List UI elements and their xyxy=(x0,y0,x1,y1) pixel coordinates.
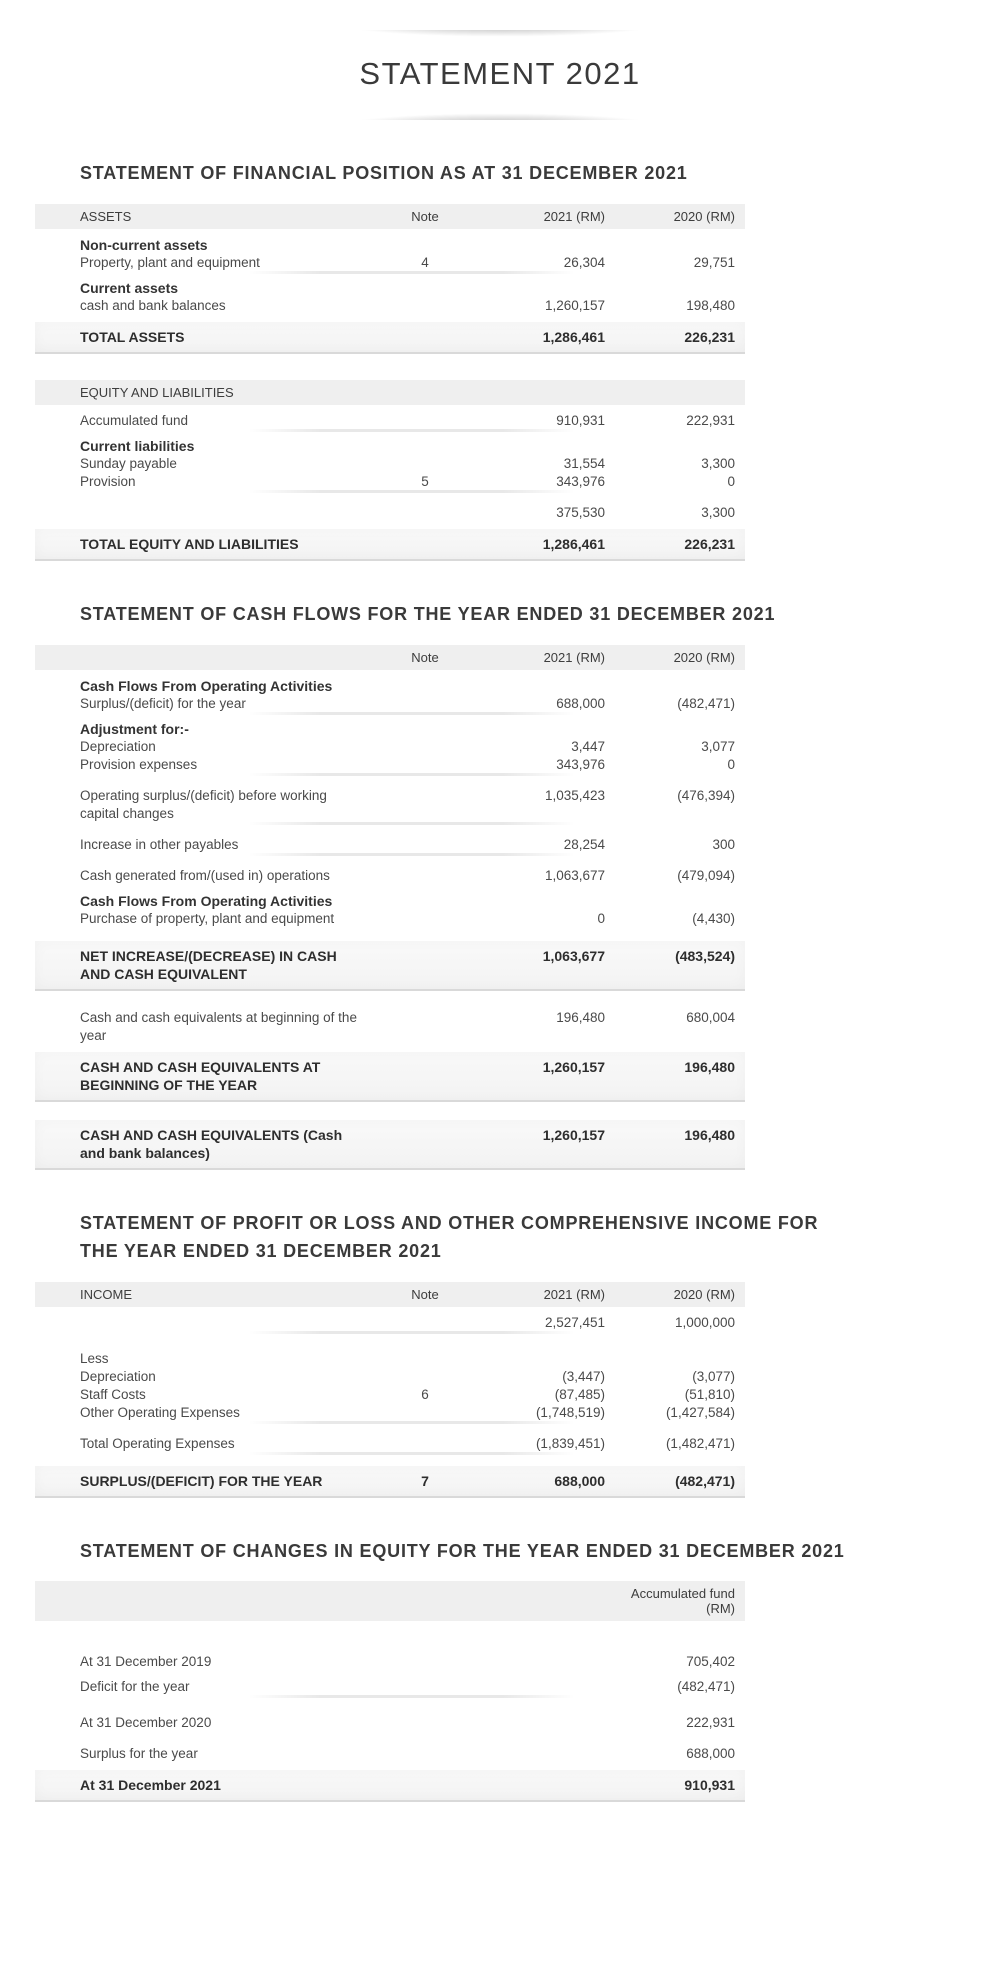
table-row xyxy=(35,529,745,561)
section-cash-flows xyxy=(0,601,1000,1170)
table-row xyxy=(35,738,745,756)
page-title: STATEMENT 2021 xyxy=(359,56,641,91)
row-value-2021: 2,527,451 xyxy=(544,1314,605,1330)
title-banner xyxy=(240,30,760,120)
row-value-2021: 0 xyxy=(597,910,605,926)
row-value-2020: (482,471) xyxy=(675,1472,735,1489)
table-row xyxy=(35,695,745,713)
row-value-2021: 1,260,157 xyxy=(542,1058,605,1075)
row-value-2020: (476,394) xyxy=(677,787,735,803)
table-header-row xyxy=(35,1581,745,1621)
row-value-2020: (482,471) xyxy=(677,695,735,711)
row-value-2021: 1,063,677 xyxy=(544,867,605,883)
row-value-2021: 1,286,461 xyxy=(542,328,605,345)
table-row xyxy=(35,1435,745,1453)
row-label: TOTAL EQUITY AND LIABILITIES xyxy=(80,535,299,552)
row-value-2020: (1,427,584) xyxy=(665,1404,735,1420)
row-value-2020: 910,931 xyxy=(684,1777,735,1794)
table-row xyxy=(35,867,745,885)
row-label: Surplus for the year xyxy=(80,1746,198,1762)
row-note: 5 xyxy=(421,473,429,489)
statement-table xyxy=(35,645,745,1170)
row-value-2020: 222,931 xyxy=(686,1715,735,1731)
column-header-2021: 2021 (RM) xyxy=(543,1286,605,1302)
row-value-2021: 26,304 xyxy=(563,254,605,270)
row-note: 4 xyxy=(421,254,429,270)
table-row xyxy=(35,756,745,774)
row-value-2021: 1,260,157 xyxy=(544,297,605,313)
row-label: Property, plant and equipment xyxy=(80,254,260,270)
table-row xyxy=(35,787,745,823)
row-value-2020: 0 xyxy=(727,473,735,489)
row-label: Increase in other payables xyxy=(80,836,239,852)
row-label: SURPLUS/(DEFICIT) FOR THE YEAR xyxy=(80,1472,323,1489)
table-row xyxy=(35,1368,745,1386)
row-label: Provision expenses xyxy=(80,756,198,772)
row-value-2020: 0 xyxy=(727,756,735,772)
table-row xyxy=(35,1052,745,1102)
statement-table xyxy=(35,1282,745,1498)
row-value-2021: 375,530 xyxy=(556,504,605,520)
row-value-2020: 3,300 xyxy=(701,455,735,471)
row-label: Purchase of property, plant and equipment xyxy=(80,910,335,926)
section-heading: STATEMENT OF FINANCIAL POSITION AS AT 31 DECEMBER 2021 xyxy=(80,163,688,183)
section-changes-in-equity xyxy=(0,1538,1000,1803)
row-value-2021: 196,480 xyxy=(556,1009,605,1025)
table-header-row xyxy=(35,1282,745,1307)
row-value-2020: (4,430) xyxy=(692,910,735,926)
row-value-2020: 196,480 xyxy=(684,1126,735,1143)
table-row xyxy=(35,720,745,738)
row-value-2020: 226,231 xyxy=(684,328,735,345)
table-row xyxy=(35,1404,745,1422)
row-label: Sunday payable xyxy=(80,455,177,471)
row-value-2020: 688,000 xyxy=(686,1746,735,1762)
column-header-label: ASSETS xyxy=(80,208,132,224)
table-row xyxy=(35,1350,745,1368)
row-value-2021: 343,976 xyxy=(556,473,605,489)
row-value-2021: 688,000 xyxy=(554,1472,605,1489)
statement-table xyxy=(35,1581,745,1802)
table-row xyxy=(35,1314,745,1332)
table-row xyxy=(35,473,745,491)
column-header-2020: 2020 (RM) xyxy=(673,208,735,224)
row-value-2021: 1,035,423 xyxy=(544,787,605,803)
row-value-2020: 3,077 xyxy=(701,738,735,754)
row-label: Total Operating Expenses xyxy=(80,1435,235,1451)
row-label: Less xyxy=(80,1350,109,1366)
row-label: CASH AND CASH EQUIVALENTS AT BEGINNING OF THE YEAR xyxy=(80,1058,321,1093)
row-label: At 31 December 2021 xyxy=(80,1777,221,1794)
table-row xyxy=(35,279,745,297)
row-value-2021: 3,447 xyxy=(571,738,605,754)
row-label: Cash Flows From Operating Activities xyxy=(80,677,333,694)
table-row xyxy=(35,1678,745,1696)
table-row xyxy=(35,836,745,854)
table-header-row xyxy=(35,204,745,229)
column-header-2021: 2021 (RM) xyxy=(543,208,605,224)
row-value-2021: 688,000 xyxy=(556,695,605,711)
table-row xyxy=(35,297,745,315)
row-value-2020: 300 xyxy=(712,836,735,852)
column-header-note: Note xyxy=(411,1286,439,1302)
table-row xyxy=(35,1714,745,1732)
column-header-2020: Accumulated fund (RM) xyxy=(630,1586,735,1617)
table-header-row xyxy=(35,380,745,405)
column-header-label: EQUITY AND LIABILITIES xyxy=(80,384,234,400)
section-heading: STATEMENT OF PROFIT OR LOSS AND OTHER COMPREHENSIVE INCOME FOR THE YEAR ENDED 31 DECEMBER 2021 xyxy=(80,1212,819,1261)
row-value-2021: (87,485) xyxy=(554,1386,605,1402)
table-row xyxy=(35,892,745,910)
row-value-2021: (1,839,451) xyxy=(535,1435,605,1451)
row-value-2020: 198,480 xyxy=(686,297,735,313)
row-value-2020: 226,231 xyxy=(684,535,735,552)
table-row xyxy=(35,437,745,455)
table-row xyxy=(35,1745,745,1763)
row-value-2020: 3,300 xyxy=(701,504,735,520)
row-label: TOTAL ASSETS xyxy=(80,328,185,345)
table-row xyxy=(35,254,745,272)
row-label: Deficit for the year xyxy=(80,1679,190,1695)
table-row xyxy=(35,1386,745,1404)
row-label: Non-current assets xyxy=(80,236,208,253)
row-value-2020: 705,402 xyxy=(686,1654,735,1670)
column-header-note: Note xyxy=(411,649,439,665)
row-label: NET INCREASE/(DECREASE) IN CASH AND CASH EQUIVALENT xyxy=(80,947,337,982)
row-label: Current liabilities xyxy=(80,437,195,454)
table-row xyxy=(35,504,745,522)
row-value-2020: 680,004 xyxy=(686,1009,735,1025)
row-value-2021: (1,748,519) xyxy=(535,1404,605,1420)
section-heading: STATEMENT OF CHANGES IN EQUITY FOR THE YEAR ENDED 31 DECEMBER 2021 xyxy=(80,1540,845,1561)
row-value-2020: 196,480 xyxy=(684,1058,735,1075)
row-value-2020: (483,524) xyxy=(675,947,735,964)
row-label: Staff Costs xyxy=(80,1386,146,1402)
row-label: Cash and cash equivalents at beginning of the year xyxy=(80,1009,357,1043)
row-label: Accumulated fund xyxy=(80,412,189,428)
table-header-row xyxy=(35,645,745,670)
row-label: CASH AND CASH EQUIVALENTS (Cash and bank balances) xyxy=(80,1126,343,1161)
table-row xyxy=(35,677,745,695)
row-value-2020: 222,931 xyxy=(686,412,735,428)
column-header-label: INCOME xyxy=(80,1286,132,1302)
row-value-2020: (51,810) xyxy=(684,1386,735,1402)
row-value-2021: (3,447) xyxy=(562,1368,605,1384)
table-row xyxy=(35,1120,745,1170)
row-value-2021: 28,254 xyxy=(563,836,605,852)
row-value-2021: 910,931 xyxy=(556,412,605,428)
row-label: Cash Flows From Operating Activities xyxy=(80,892,333,909)
table-row xyxy=(35,941,745,991)
column-header-2021: 2021 (RM) xyxy=(543,649,605,665)
table-row xyxy=(35,1466,745,1498)
column-header-note: Note xyxy=(411,208,439,224)
row-value-2021: 1,063,677 xyxy=(542,947,605,964)
row-label: Cash generated from/(used in) operations xyxy=(80,867,330,883)
row-label: At 31 December 2019 xyxy=(80,1654,212,1670)
row-label: cash and bank balances xyxy=(80,297,226,313)
row-value-2020: (3,077) xyxy=(692,1368,735,1384)
row-label: Depreciation xyxy=(80,738,156,754)
row-label: Adjustment for:- xyxy=(80,720,189,737)
row-label: At 31 December 2020 xyxy=(80,1715,212,1731)
row-note: 7 xyxy=(421,1472,429,1489)
row-value-2020: 1,000,000 xyxy=(674,1314,735,1330)
banner-top-shadow xyxy=(240,30,760,43)
column-header-2020: 2020 (RM) xyxy=(673,1286,735,1302)
table-row xyxy=(35,1653,745,1671)
statement-table xyxy=(35,380,745,561)
section-heading: STATEMENT OF CASH FLOWS FOR THE YEAR ENDED 31 DECEMBER 2021 xyxy=(80,603,776,624)
table-row xyxy=(35,412,745,430)
statement-sections xyxy=(0,160,1000,1802)
table-row xyxy=(35,236,745,254)
table-row xyxy=(35,1770,745,1802)
row-value-2020: (479,094) xyxy=(677,867,735,883)
statement-table xyxy=(35,204,745,354)
row-label: Current assets xyxy=(80,279,179,296)
table-row xyxy=(35,322,745,354)
table-row xyxy=(35,455,745,473)
row-value-2020: (1,482,471) xyxy=(665,1435,735,1451)
row-label: Operating surplus/(deficit) before working capital changes xyxy=(80,787,327,821)
column-header-2020: 2020 (RM) xyxy=(673,649,735,665)
row-value-2021: 343,976 xyxy=(556,756,605,772)
banner-bottom-shadow xyxy=(240,107,760,120)
table-row xyxy=(35,1009,745,1045)
table-row xyxy=(35,910,745,928)
section-profit-or-loss xyxy=(0,1210,1000,1498)
row-value-2021: 1,286,461 xyxy=(542,535,605,552)
row-label: Surplus/(deficit) for the year xyxy=(80,695,246,711)
row-value-2020: (482,471) xyxy=(677,1679,735,1695)
row-label: Provision xyxy=(80,473,136,489)
row-value-2020: 29,751 xyxy=(693,254,735,270)
row-note: 6 xyxy=(421,1386,429,1402)
row-value-2021: 1,260,157 xyxy=(542,1126,605,1143)
row-value-2021: 31,554 xyxy=(563,455,605,471)
section-financial-position xyxy=(0,160,1000,561)
row-label: Other Operating Expenses xyxy=(80,1404,240,1420)
row-label: Depreciation xyxy=(80,1368,156,1384)
